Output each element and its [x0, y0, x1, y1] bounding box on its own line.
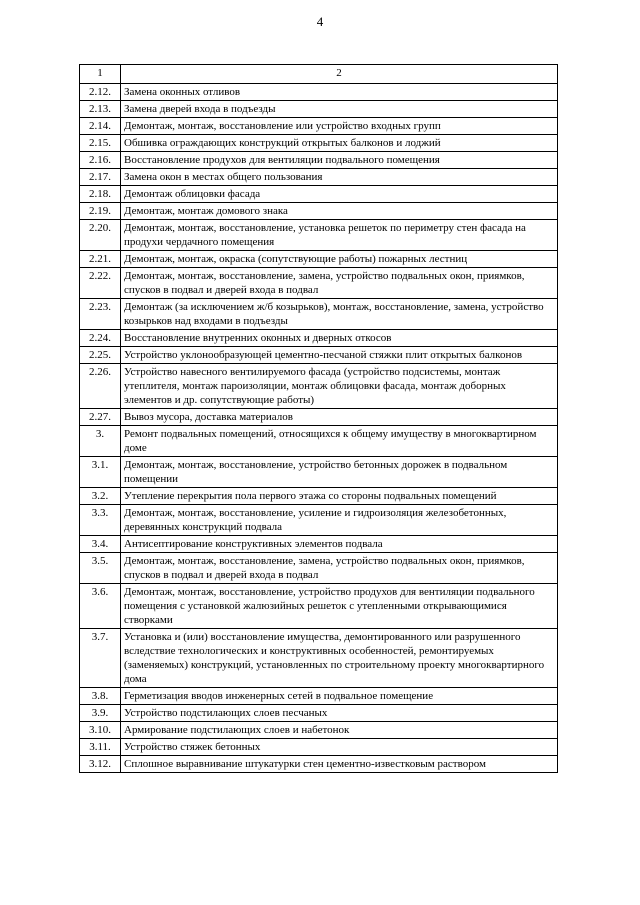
- table-row: [80, 135, 558, 152]
- row-number-cell: 3.8.: [80, 688, 121, 705]
- row-description-cell: Демонтаж, монтаж, восстановление, усиление и гидроизоляция железобетонных, деревянных конструкций подвала: [121, 505, 558, 536]
- table-row: [80, 330, 558, 347]
- table-row: [80, 553, 558, 584]
- row-number-cell: 2.20.: [80, 220, 121, 251]
- row-number-cell: 3.4.: [80, 536, 121, 553]
- table-row: [80, 739, 558, 756]
- row-number-cell: 3.6.: [80, 584, 121, 629]
- row-description-cell: Ремонт подвальных помещений, относящихся к общему имуществу в многоквартирном доме: [121, 426, 558, 457]
- row-description-cell: Замена окон в местах общего пользования: [121, 169, 558, 186]
- row-description-cell: Устройство стяжек бетонных: [121, 739, 558, 756]
- row-number-cell: 2.22.: [80, 268, 121, 299]
- row-number-cell: 2.14.: [80, 118, 121, 135]
- page-number: 4: [316, 14, 324, 29]
- table-row: [80, 426, 558, 457]
- table-row: [80, 364, 558, 409]
- row-number-cell: 2.16.: [80, 152, 121, 169]
- table-row: [80, 722, 558, 739]
- row-number-cell: 3.2.: [80, 488, 121, 505]
- row-description-cell: Армирование подстилающих слоев и набетонок: [121, 722, 558, 739]
- row-description-cell: Демонтаж, монтаж, восстановление, замена, устройство подвальных окон, приямков, спусков в подвал и дверей входа в подвал: [121, 553, 558, 584]
- row-description-cell: Антисептирование конструктивных элементов подвала: [121, 536, 558, 553]
- table-header-row: [80, 65, 558, 84]
- row-number-cell: 3.: [80, 426, 121, 457]
- row-description-cell: Восстановление продухов для вентиляции подвального помещения: [121, 152, 558, 169]
- row-number-cell: 2.19.: [80, 203, 121, 220]
- row-number-cell: 2.12.: [80, 84, 121, 101]
- row-description-cell: Установка и (или) восстановление имущества, демонтированного или разрушенного вследствие технологических и конструктивных особенностей, ремонтируемых (заменяемых) конструкций, установленных по строительному проекту многоквартирного дома: [121, 629, 558, 688]
- row-description-cell: Демонтаж облицовки фасада: [121, 186, 558, 203]
- row-description-cell: Демонтаж, монтаж, восстановление, устройство продухов для вентиляции подвального помещения с установкой жалюзийных решеток с утепленными открывающимися створками: [121, 584, 558, 629]
- row-number-cell: 3.12.: [80, 756, 121, 773]
- row-number-cell: 2.24.: [80, 330, 121, 347]
- table-row: [80, 705, 558, 722]
- works-table: [79, 64, 558, 773]
- table-row: [80, 101, 558, 118]
- row-number-cell: 3.9.: [80, 705, 121, 722]
- row-description-cell: Демонтаж, монтаж, восстановление, устройство бетонных дорожек в подвальном помещении: [121, 457, 558, 488]
- table-row: [80, 629, 558, 688]
- table-row: [80, 84, 558, 101]
- row-number-cell: 2.26.: [80, 364, 121, 409]
- table-row: [80, 409, 558, 426]
- table-row: [80, 118, 558, 135]
- column-header-number: 1: [80, 65, 121, 84]
- row-description-cell: Утепление перекрытия пола первого этажа со стороны подвальных помещений: [121, 488, 558, 505]
- row-description-cell: Демонтаж, монтаж домового знака: [121, 203, 558, 220]
- row-description-cell: Устройство уклонообразующей цементно-песчаной стяжки плит открытых балконов: [121, 347, 558, 364]
- column-header-description: 2: [121, 65, 558, 84]
- row-description-cell: Устройство навесного вентилируемого фасада (устройство подсистемы, монтаж утеплителя, монтаж пароизоляции, монтаж облицовки фасада, монтаж доборных элементов и др. сопутствующие работы): [121, 364, 558, 409]
- row-number-cell: 2.13.: [80, 101, 121, 118]
- table-row: [80, 457, 558, 488]
- row-description-cell: Демонтаж, монтаж, восстановление или устройство входных групп: [121, 118, 558, 135]
- row-number-cell: 3.5.: [80, 553, 121, 584]
- table-row: [80, 756, 558, 773]
- row-number-cell: 2.25.: [80, 347, 121, 364]
- table-row: [80, 169, 558, 186]
- row-description-cell: Сплошное выравнивание штукатурки стен цементно-известковым раствором: [121, 756, 558, 773]
- table-row: [80, 220, 558, 251]
- table-row: [80, 584, 558, 629]
- table-row: [80, 203, 558, 220]
- row-description-cell: Устройство подстилающих слоев песчаных: [121, 705, 558, 722]
- row-number-cell: 2.15.: [80, 135, 121, 152]
- row-description-cell: Демонтаж, монтаж, восстановление, установка решеток по периметру стен фасада на продухи чердачного помещения: [121, 220, 558, 251]
- table-row: [80, 186, 558, 203]
- row-number-cell: 3.3.: [80, 505, 121, 536]
- table-row: [80, 251, 558, 268]
- row-description-cell: Восстановление внутренних оконных и дверных откосов: [121, 330, 558, 347]
- table-row: [80, 268, 558, 299]
- row-description-cell: Демонтаж, монтаж, окраска (сопутствующие работы) пожарных лестниц: [121, 251, 558, 268]
- table-row: [80, 505, 558, 536]
- row-description-cell: Герметизация вводов инженерных сетей в подвальное помещение: [121, 688, 558, 705]
- row-number-cell: 2.21.: [80, 251, 121, 268]
- row-number-cell: 3.11.: [80, 739, 121, 756]
- table-row: [80, 347, 558, 364]
- table-row: [80, 536, 558, 553]
- row-number-cell: 2.23.: [80, 299, 121, 330]
- row-number-cell: 2.17.: [80, 169, 121, 186]
- row-description-cell: Демонтаж (за исключением ж/б козырьков), монтаж, восстановление, замена, устройство козырьков над входами в подъезды: [121, 299, 558, 330]
- row-description-cell: Обшивка ограждающих конструкций открытых балконов и лоджий: [121, 135, 558, 152]
- row-number-cell: 3.10.: [80, 722, 121, 739]
- table-row: [80, 488, 558, 505]
- row-number-cell: 2.18.: [80, 186, 121, 203]
- row-number-cell: 2.27.: [80, 409, 121, 426]
- table-body: [80, 84, 558, 773]
- row-description-cell: Замена дверей входа в подъезды: [121, 101, 558, 118]
- table-row: [80, 152, 558, 169]
- row-number-cell: 3.1.: [80, 457, 121, 488]
- table-row: [80, 299, 558, 330]
- row-description-cell: Демонтаж, монтаж, восстановление, замена, устройство подвальных окон, приямков, спусков в подвал и дверей входа в подвал: [121, 268, 558, 299]
- row-number-cell: 3.7.: [80, 629, 121, 688]
- table-row: [80, 688, 558, 705]
- row-description-cell: Вывоз мусора, доставка материалов: [121, 409, 558, 426]
- row-description-cell: Замена оконных отливов: [121, 84, 558, 101]
